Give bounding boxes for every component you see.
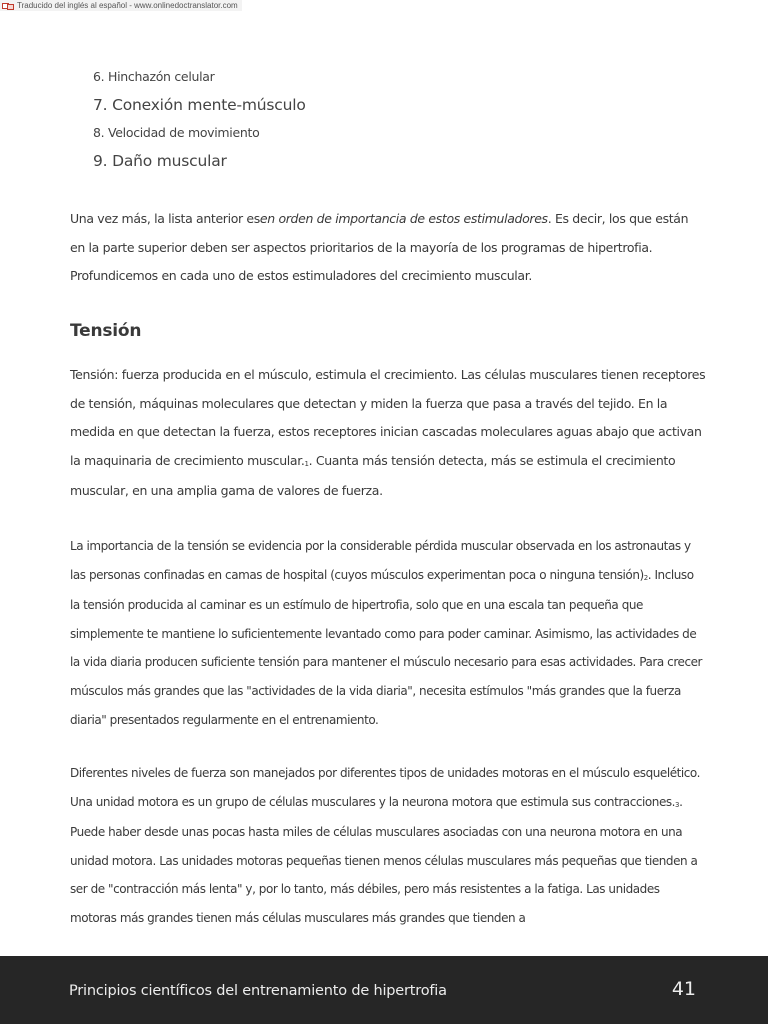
reference-marker: 3 [675, 800, 680, 809]
section-heading: Tensión [70, 321, 142, 341]
intro-text: Una vez más, la lista anterior es [70, 211, 260, 226]
paragraph-text-continued: . Incluso la tensión producida al caminar es un estímulo de hipertrofia, solo que en una escala tan pequeña que simplemente te mantiene lo suficientemente levantado como para poder caminar. Asimismo, las actividades de la vida diaria producen suficiente tensión para mantener el músculo necesario para esas actividades. Para crecer músculos más grandes que las "actividades de la vida diaria", necesita estímulos "más grandes que la fuerza diaria" presentados regularmente en el entrenamiento. [70, 567, 703, 727]
paragraph-text-continued: . Cuanta más tensión detecta, más se estimula el crecimiento muscular, en una amplia gama de valores de fuerza. [70, 452, 676, 499]
paragraph-text: Tensión: fuerza producida en el músculo, estimula el crecimiento. Las células musculares tienen receptores de tensión, máquinas moleculares que detectan y miden la fuerza que pasa a través del tejido. En la medida en que detectan la fuerza, estos receptores inician cascadas moleculares aguas abajo que activan la maquinaria de crecimiento muscular. [70, 367, 706, 468]
paragraph-text: Diferentes niveles de fuerza son manejados por diferentes tipos de unidades motoras en el músculo esquelético. Una unidad motora es un grupo de células musculares y la neurona motora que estimula sus contracciones. [70, 766, 700, 809]
intro-paragraph [70, 205, 706, 291]
translator-banner[interactable] [0, 0, 242, 11]
page-number: 41 [671, 978, 696, 1000]
translator-banner-text[interactable]: Traducido del inglés al español - www.onlinedoctranslator.com [17, 1, 238, 10]
list-item: 9. Daño muscular [93, 152, 227, 170]
list-item: 8. Velocidad de movimiento [93, 125, 260, 140]
translator-icon [2, 2, 14, 10]
reference-marker: 2 [643, 573, 648, 582]
paragraph-text-continued: . Puede haber desde unas pocas hasta miles de células musculares asociadas con una neurona motora en una unidad motora. Las unidades motoras pequeñas tienen menos células musculares más pequeñas que tienden a ser de "contracción más lenta" y, por lo tanto, más débiles, pero más resistentes a la fatiga. Las unidades motoras más grandes tienen más células musculares más grandes que tienden a [70, 794, 698, 925]
paragraph-text: La importancia de la tensión se evidencia por la considerable pérdida muscular observada en los astronautas y las personas confinadas en camas de hospital (cuyos músculos experimentan poca o ninguna tensión) [70, 539, 691, 582]
page-footer [0, 956, 768, 1024]
stimulators-list [93, 66, 306, 178]
tension-paragraph-1 [70, 361, 706, 506]
list-item: 7. Conexión mente-músculo [93, 96, 306, 114]
book-title: Principios científicos del entrenamiento de hipertrofia [69, 983, 447, 999]
reference-marker: 1 [304, 459, 309, 468]
tension-paragraph-3 [70, 759, 706, 933]
list-item: 6. Hinchazón celular [93, 69, 215, 84]
intro-text-continued: . Es decir, los que están en la parte superior deben ser aspectos prioritarios de la mayoría de los programas de hipertrofia. Profundicemos en cada uno de estos estimuladores del crecimiento muscular. [70, 211, 689, 284]
intro-emphasis: en orden de importancia de estos estimuladores [259, 211, 548, 226]
tension-paragraph-2 [70, 532, 706, 734]
